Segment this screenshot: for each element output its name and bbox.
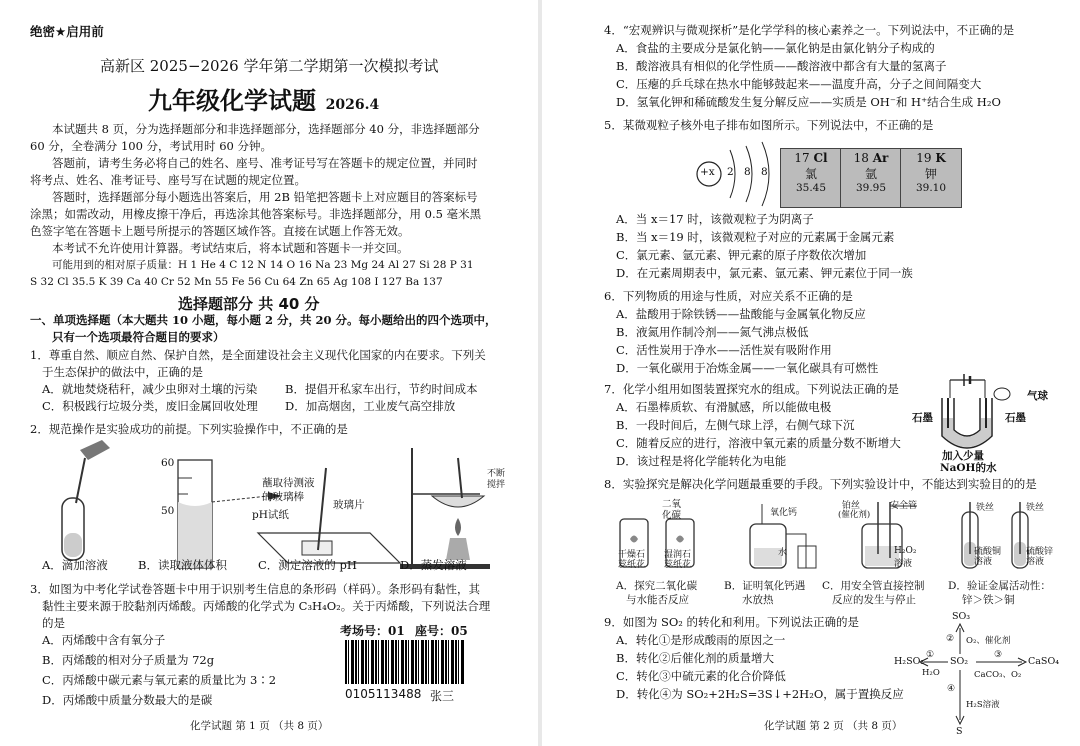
- evaporation-figure: [400, 448, 490, 569]
- electron-shell: 8: [744, 166, 751, 178]
- seat-number: 座号：05: [415, 624, 468, 638]
- q7-option: A．石墨棒质软、有滑腻感，所以能做电极: [616, 400, 832, 414]
- naoh-label: 加入少量: [942, 450, 984, 462]
- q3-option: A．丙烯酸中含有氧分子: [42, 633, 166, 647]
- section-title: 选择题部分 共 40 分: [178, 295, 320, 313]
- q9-option: B．转化②后催化剂的质量增大: [616, 651, 774, 665]
- barcode-number: 0105113488: [345, 687, 422, 701]
- q9-option: C．转化③中硫元素的化合价降低: [616, 669, 786, 683]
- exam-title: 高新区 2025−2026 学年第二学期第一次模拟考试: [100, 57, 439, 75]
- q7-option: C．随着反应的进行，溶液中氧元素的质量分数不断增大: [616, 436, 901, 450]
- atomic-mass: 39.95: [855, 182, 887, 194]
- electron-shell: 8: [761, 166, 768, 178]
- q2-figures: [40, 438, 520, 573]
- q8-option: 反应的发生与停止: [832, 594, 916, 606]
- barcode-name: 张三: [430, 689, 455, 703]
- instr-line: 60 分，全卷满分 100 分，考试用时 60 分钟。: [30, 139, 272, 153]
- cylinder-mark-50: 50: [161, 505, 175, 517]
- q8a-label: 蕊纸花: [618, 560, 646, 570]
- cylinder-mark-60: 60: [161, 457, 175, 469]
- q1-stem: 于生态保护的做法中，正确的是: [42, 365, 203, 379]
- h2so3-node: H₂SO₃: [894, 656, 925, 667]
- instr-line: 将考点、姓名、准考证号、座号写在试题的规定位置。: [30, 173, 306, 187]
- stir-label: 搅拌: [487, 480, 506, 490]
- ph-label: 蘸取待测液: [262, 477, 315, 489]
- q3-stem: 的是: [42, 616, 65, 630]
- exam-room: 考场号：01: [340, 624, 405, 638]
- q6-option: D．一氧化碳用于冶炼金属——一氧化碳具有可燃性: [616, 361, 879, 375]
- dropper-test-tube-figure: [62, 440, 110, 560]
- element-symbol: Ar: [872, 151, 889, 165]
- q8-option: B．证明氧化钙遇: [724, 580, 806, 592]
- element-symbol: K: [935, 151, 946, 165]
- q6-option: C．活性炭用于净水——活性炭有吸附作用: [616, 343, 832, 357]
- q8-option: 与水能否反应: [626, 594, 689, 606]
- ph-label: pH试纸: [252, 509, 289, 521]
- q1-option: D．加高烟囱，工业废气高空排放: [285, 399, 456, 413]
- conversion-marker: ③: [994, 650, 1003, 660]
- q4-option: B．酸溶液具有相似的化学性质——酸溶液中都含有大量的氢离子: [616, 59, 947, 73]
- q1-option: A．就地焚烧秸秆，减少虫卵对土壤的污染: [42, 382, 258, 396]
- q7-option: B．一段时间后，左侧气球上浮，右侧气球下沉: [616, 418, 855, 432]
- q3-option: D．丙烯酸中质量分数最大的是碳: [42, 693, 213, 707]
- q5-stem: 5．某微观粒子核外电子排布如图所示。下列说法中，不正确的是: [604, 118, 934, 132]
- q8c-label: (催化剂): [838, 510, 871, 520]
- section-instr: 一、单项选择题（本大题共 10 小题，每小题 2 分，共 20 分。每小题给出的四个选项中，: [30, 313, 497, 327]
- q8c-label: 安全管: [890, 501, 918, 511]
- conversion-marker: ②: [946, 634, 955, 644]
- atomic-mass: 39.10: [915, 182, 947, 194]
- atomic-number: 19: [916, 151, 932, 165]
- element-name: 氩: [864, 167, 877, 181]
- instr-line: 答题时，选择题部分每小题选出答案后，用 2B 铅笔把答题卡上对应题目的答案标号: [52, 190, 478, 204]
- q1-option: C．积极践行垃圾分类，废旧金属回收处理: [42, 399, 258, 413]
- instr-line: 色签字笔在答题卡上题号所提示的答题区域作答。直接在试题上作答无效。: [30, 224, 410, 238]
- page-title: 九年级化学试题: [148, 87, 316, 115]
- right-page: [542, 0, 1080, 746]
- q8c-label: H₂O₂: [894, 546, 917, 556]
- q1-stem: 1．尊重自然、顺应自然、保护自然，是全面建设社会主义现代化国家的内在要求。下列关: [30, 348, 486, 362]
- metal-activity-figure: [962, 502, 1028, 568]
- q8-stem: 8．实验探究是解决化学问题最重要的手段。下列实验设计中，不能达到实验目的的是: [604, 477, 1037, 491]
- q2-option: B．读取液体体积: [138, 558, 227, 572]
- q2-option: C．测定溶液的 pH: [258, 558, 357, 572]
- q5-option: C．氯元素、氩元素、钾元素的原子序数依次增加: [616, 248, 867, 262]
- q7-stem: 7．化学小组用如图装置探究水的组成。下列说法正确的是: [604, 382, 899, 396]
- atomic-number: 17: [794, 151, 810, 165]
- conversion-condition: CaCO₃、O₂: [974, 670, 1022, 680]
- page-footer: 化学试题 第 1 页 （共 8 页）: [190, 720, 329, 732]
- q9-stem: 9．如图为 SO₂ 的转化和利用。下列说法正确的是: [604, 615, 860, 629]
- element-name: 氯: [804, 167, 817, 181]
- q8c-label: 溶液: [894, 559, 913, 569]
- atomic-number: 18: [853, 151, 869, 165]
- q8a-label: 化碳: [662, 510, 682, 521]
- q8d-label: 硫酸锌: [1026, 547, 1054, 557]
- exam-date: 2026.4: [325, 97, 380, 113]
- graphite-label: 石墨: [912, 412, 933, 424]
- q8d-label: 铁丝: [1026, 503, 1045, 513]
- q6-option: A．盐酸用于除铁锈——盐酸能与金属氧化物反应: [616, 307, 866, 321]
- page-footer: 化学试题 第 2 页 （共 8 页）: [764, 720, 903, 732]
- q1-option: B．提倡开私家车出行，节约时间成本: [285, 382, 478, 396]
- q2-option: A．滴加溶液: [42, 558, 108, 572]
- q4-option: A．食盐的主要成分是氯化钠——氯化钠是由氯化钠分子构成的: [616, 41, 935, 55]
- q8c-label: 铂丝: [842, 501, 861, 511]
- q8d-label: 铁丝: [976, 503, 995, 513]
- q9-option: A．转化①是形成酸雨的原因之一: [616, 633, 786, 647]
- so2-node: SO₂: [950, 656, 969, 667]
- section-instr: 只有一个选项最符合题目的要求）: [52, 330, 225, 344]
- q8a-label: 干燥石: [618, 550, 646, 560]
- element-card-k: [900, 148, 962, 208]
- element-card-ar: [840, 148, 902, 208]
- q8-option: C．用安全管直接控制: [822, 580, 925, 592]
- secret-label: 绝密★启用前: [30, 24, 104, 39]
- q8-option: 锌＞铁＞铜: [962, 594, 1015, 606]
- conversion-condition: H₂O: [922, 668, 940, 678]
- conversion-condition: O₂、催化剂: [966, 636, 1011, 646]
- q3-option: B．丙烯酸的相对分子质量为 72g: [42, 653, 215, 667]
- q3-stem: 黏性主要来源于胶黏剂丙烯酸。丙烯酸的化学式为 C₃H₄O₂。关于丙烯酸，下列说法合理: [42, 599, 491, 613]
- stir-label: 不断: [487, 469, 506, 479]
- atomic-mass: 35.45: [795, 182, 827, 194]
- conversion-condition: H₂S溶液: [966, 700, 1000, 710]
- barcode: [345, 640, 465, 684]
- q2-option: D．蒸发溶液: [400, 558, 467, 572]
- q3-stem: 3．如图为中考化学试卷答题卡中用于识别考生信息的条形码（样码）。条形码有黏性，其: [30, 582, 481, 596]
- so3-node: SO₃: [952, 611, 971, 622]
- instr-line: S 32 Cl 35.5 K 39 Ca 40 Cr 52 Mn 55 Fe 56 Cu 64 Zn 65 Ag 108 I 127 Ba 137: [30, 276, 443, 288]
- q4-option: D．氢氧化钾和稀硫酸发生复分解反应——实质是 OH⁻和 H⁺结合生成 H₂O: [616, 95, 1001, 109]
- q4-option: C．压瘪的乒乓球在热水中能够鼓起来——温度升高，分子之间间隔变大: [616, 77, 982, 91]
- element-symbol: Cl: [813, 151, 828, 165]
- conversion-marker: ①: [926, 650, 935, 660]
- q5-option: A．当 x＝17 时，该微观粒子为阴离子: [616, 212, 814, 226]
- q6-stem: 6．下列物质的用途与性质，对应关系不正确的是: [604, 289, 853, 303]
- q8d-label: 溶液: [974, 557, 993, 567]
- instr-line: 本考试不允许使用计算器。考试结束后，将本试题和答题卡一并交回。: [52, 241, 409, 255]
- left-page: [0, 0, 538, 746]
- s-node: S: [956, 726, 963, 737]
- q8a-label: 二氧: [662, 499, 682, 510]
- q6-option: B．液氮用作制冷剂——氮气沸点极低: [616, 325, 809, 339]
- element-card-cl: [780, 148, 842, 208]
- ph-label: 玻璃片: [333, 499, 365, 511]
- q8d-label: 溶液: [1026, 557, 1045, 567]
- q8d-label: 硫酸铜: [974, 547, 1002, 557]
- instr-line: 涂黑；如需改动，用橡皮擦干净后，再选涂其他答案标号。非选择题部分，用 0.5 毫米黑: [30, 207, 482, 221]
- instr-line: 本试题共 8 页，分为选择题部分和非选择题部分，选择题部分 40 分，非选择题部分: [52, 122, 480, 136]
- q4-stem: 4．“宏观辨识与微观探析”是化学学科的核心素养之一。下列说法中，不正确的是: [604, 23, 1015, 37]
- naoh-label: NaOH的水: [940, 462, 997, 474]
- graphite-label: 石墨: [1005, 412, 1026, 424]
- q8-option: A．探究二氧化碳: [616, 580, 698, 592]
- title-row: [148, 81, 379, 116]
- q8-option: 水放热: [742, 594, 774, 606]
- element-name: 钾: [924, 167, 937, 181]
- instr-line: 可能用到的相对原子质量：H 1 He 4 C 12 N 14 O 16 Na 23 Mg 24 Al 27 Si 28 P 31: [52, 259, 474, 271]
- caso4-node: CaSO₄: [1028, 656, 1060, 667]
- q8a-label: 蕊纸花: [664, 560, 692, 570]
- balloon-label: 气球: [1027, 390, 1048, 402]
- q2-stem: 2．规范操作是实验成功的前提。下列实验操作中，不正确的是: [30, 422, 348, 436]
- conversion-marker: ④: [947, 684, 956, 694]
- q8a-label: 湿润石: [664, 550, 692, 560]
- q8-option: D．验证金属活动性：: [948, 580, 1051, 592]
- q5-option: B．当 x＝19 时，该微观粒子对应的元素属于金属元素: [616, 230, 895, 244]
- q3-option: C．丙烯酸中碳元素与氧元素的质量比为 3∶2: [42, 673, 277, 687]
- electron-shell: 2: [727, 166, 734, 178]
- q8b-label: 水: [778, 548, 788, 558]
- ph-label: 的玻璃棒: [262, 491, 304, 503]
- nucleus-charge: +x: [700, 166, 715, 178]
- instr-line: 答题前，请考生务必将自己的姓名、座号、准考证号写在答题卡的规定位置，并同时: [52, 156, 478, 170]
- q9-option: D．转化④为 SO₂+2H₂S=3S↓+2H₂O，属于置换反应: [616, 687, 904, 701]
- q7-option: D．该过程是将化学能转化为电能: [616, 454, 787, 468]
- q8b-label: 氧化钙: [770, 508, 798, 518]
- q5-option: D．在元素周期表中，氯元素、氩元素、钾元素位于同一族: [616, 266, 913, 280]
